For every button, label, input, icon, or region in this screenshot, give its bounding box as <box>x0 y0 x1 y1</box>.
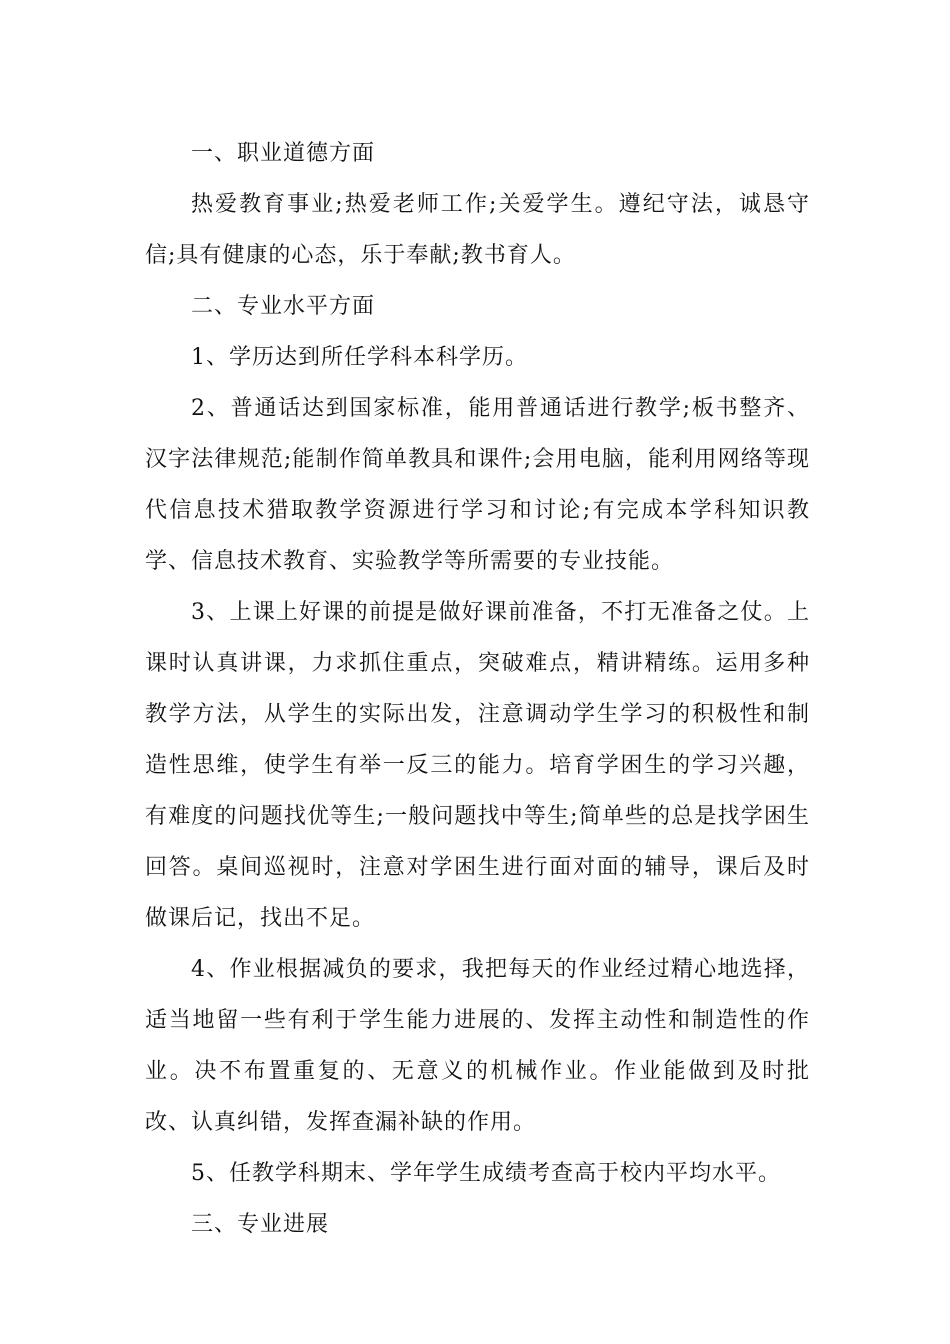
document-body <box>145 128 810 1250</box>
paragraph-item-3: 3、上课上好课的前提是做好课前准备，不打无准备之仗。上课时认真讲课，力求抓住重点，突破难点，精讲精练。运用多种教学方法，从学生的实际出发，注意调动学生学习的积极性和制造性思维，使学生有举一反三的能力。培育学困生的学习兴趣，有难度的问题找优等生;一般问题找中等生;简单些的总是找学困生回答。桌间巡视时，注意对学困生进行面对面的辅导，课后及时做课后记，找出不足。 <box>145 600 810 931</box>
paragraph-ethics-details: 热爱教育事业;热爱老师工作;关爱学生。遵纪守法，诚恳守信;具有健康的心态，乐于奉献;教书育人。 <box>145 192 810 268</box>
paragraph-item-4: 4、作业根据减负的要求，我把每天的作业经过精心地选择，适当地留一些有利于学生能力进展的、发挥主动性和制造性的作业。决不布置重复的、无意义的机械作业。作业能做到及时批改、认真纠错，发挥查漏补缺的作用。 <box>145 957 810 1135</box>
section-heading-professional-development: 三、专业进展 <box>191 1212 330 1237</box>
paragraph-item-5: 5、任教学科期末、学年学生成绩考查高于校内平均水平。 <box>191 1161 781 1186</box>
section-heading-professional-ethics: 一、职业道德方面 <box>191 141 376 166</box>
paragraph-item-1: 1、学历达到所任学科本科学历。 <box>191 345 528 370</box>
paragraph-item-2: 2、普通话达到国家标准，能用普通话进行教学;板书整齐、汉字法律规范;能制作简单教具和课件;会用电脑，能利用网络等现代信息技术猎取教学资源进行学习和讨论;有完成本学科知识教学、信息技术教育、实验教学等所需要的专业技能。 <box>145 396 810 574</box>
section-heading-professional-level: 二、专业水平方面 <box>191 294 376 319</box>
